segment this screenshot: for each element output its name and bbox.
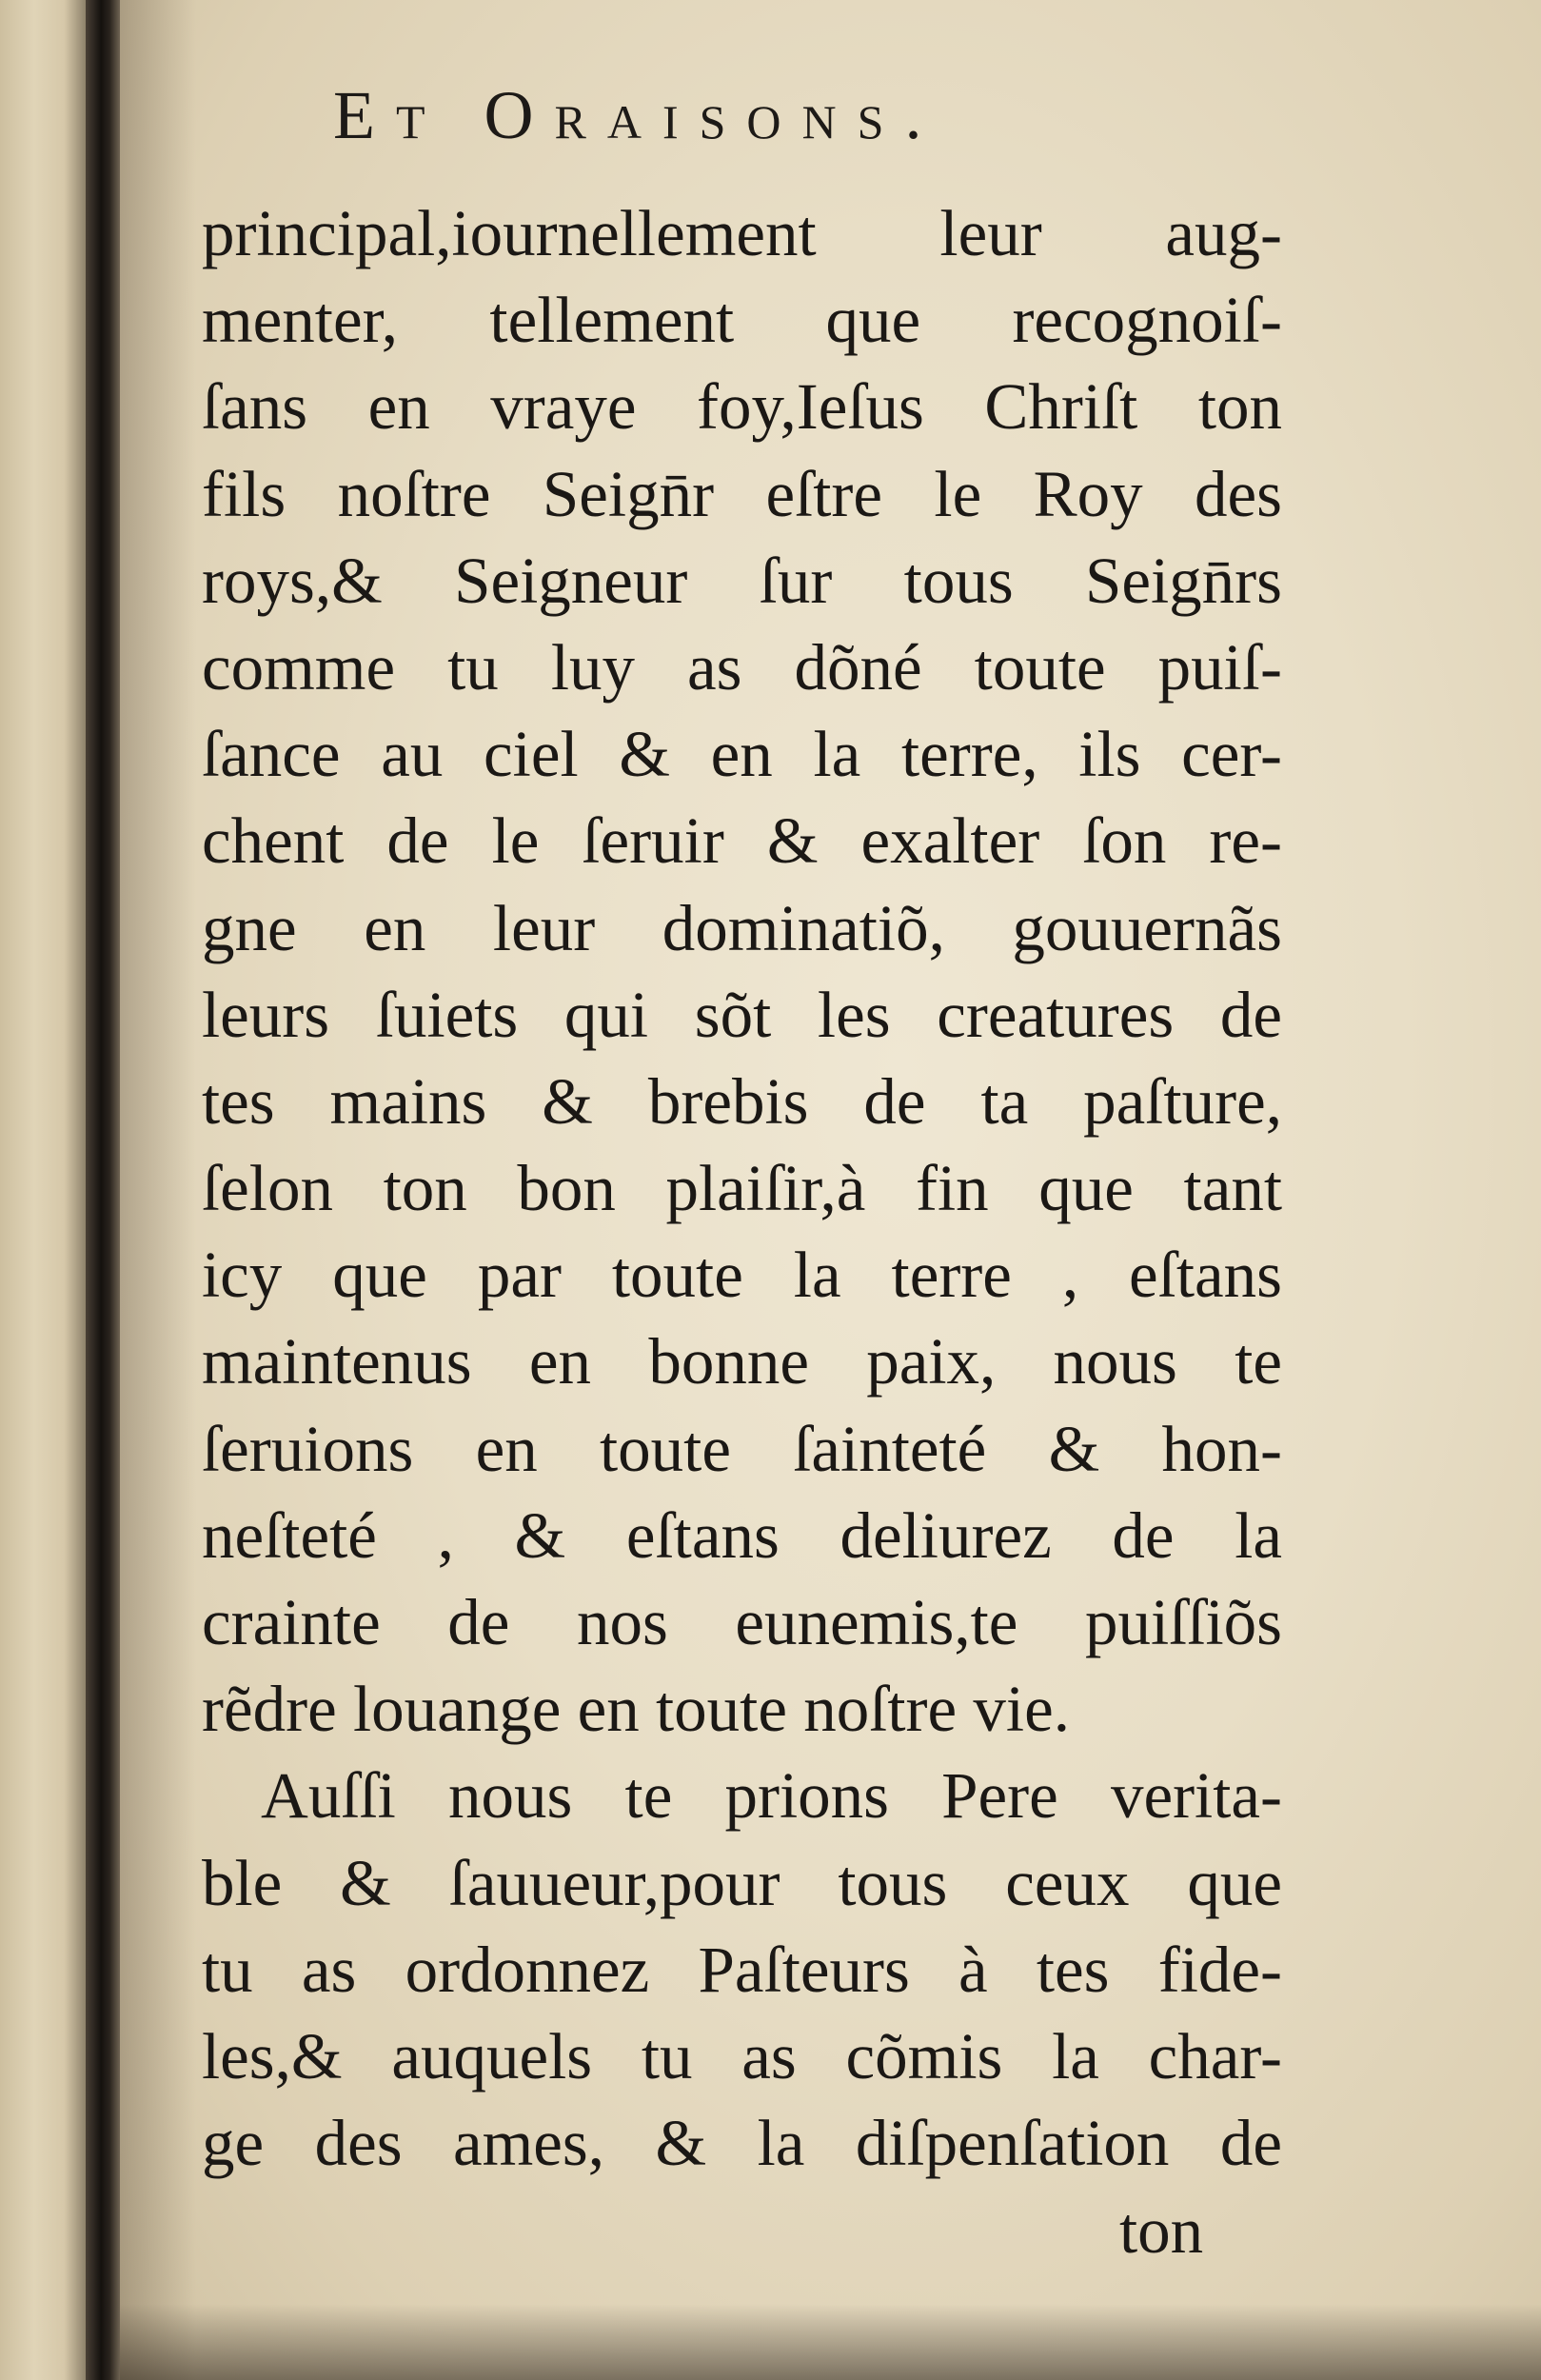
text-line: gne en leur dominatiõ, gouuernãs <box>202 891 1282 964</box>
text-line: ble & ſauueur,pour tous ceux que <box>202 1846 1282 1919</box>
text-line: rẽdre louange en toute noſtre vie. <box>202 1673 1070 1746</box>
text-line: maintenus en bonne paix, nous te <box>202 1325 1282 1398</box>
text-line: icy que par toute la terre , eſtans <box>202 1239 1282 1312</box>
text-line: neſteté , & eſtans deliurez de la <box>202 1498 1282 1572</box>
text-line: principal,iournellement leur aug- <box>202 197 1282 269</box>
running-header: Et Oraisons. <box>333 77 943 153</box>
text-line: comme tu luy as dõné toute puiſ- <box>202 630 1282 704</box>
paragraph-start-line: Auſſi nous te prions Pere verita- <box>261 1759 1282 1833</box>
text-line: ſeruions en toute ſainteté & hon- <box>202 1412 1282 1485</box>
text-line: roys,& Seigneur ſur tous Seign̄rs <box>202 544 1282 617</box>
body-text <box>202 190 1282 2187</box>
text-line: fils noſtre Seign̄r eſtre le Roy des <box>202 457 1282 530</box>
text-line: les,& auquels tu as cõmis la char- <box>202 2019 1282 2092</box>
text-line: tes mains & brebis de ta paſture, <box>202 1064 1282 1138</box>
text-line: ge des ames, & la diſpenſation de <box>202 2107 1282 2180</box>
text-line: tu as ordonnez Paſteurs à tes fide- <box>202 1933 1282 2006</box>
text-line: menter, tellement que recognoiſ- <box>202 284 1282 357</box>
text-line: leurs ſuiets qui sõt les creatures de <box>202 978 1282 1051</box>
text-line: crainte de nos eunemis,te puiſſiõs <box>202 1586 1282 1658</box>
text-line: ſans en vraye foy,Ieſus Chriſt ton <box>202 370 1282 444</box>
left-page-edge <box>0 0 86 2380</box>
text-line: chent de le ſeruir & exalter ſon re- <box>202 804 1282 878</box>
text-line: ſance au ciel & en la terre, ils cer- <box>202 718 1282 791</box>
book-gutter <box>86 0 120 2380</box>
text-line: ſelon ton bon plaiſir,à fin que tant <box>202 1152 1282 1225</box>
catchword: ton <box>1119 2194 1204 2267</box>
gutter-shadow <box>120 0 196 2380</box>
bottom-shadow <box>120 2304 1541 2380</box>
